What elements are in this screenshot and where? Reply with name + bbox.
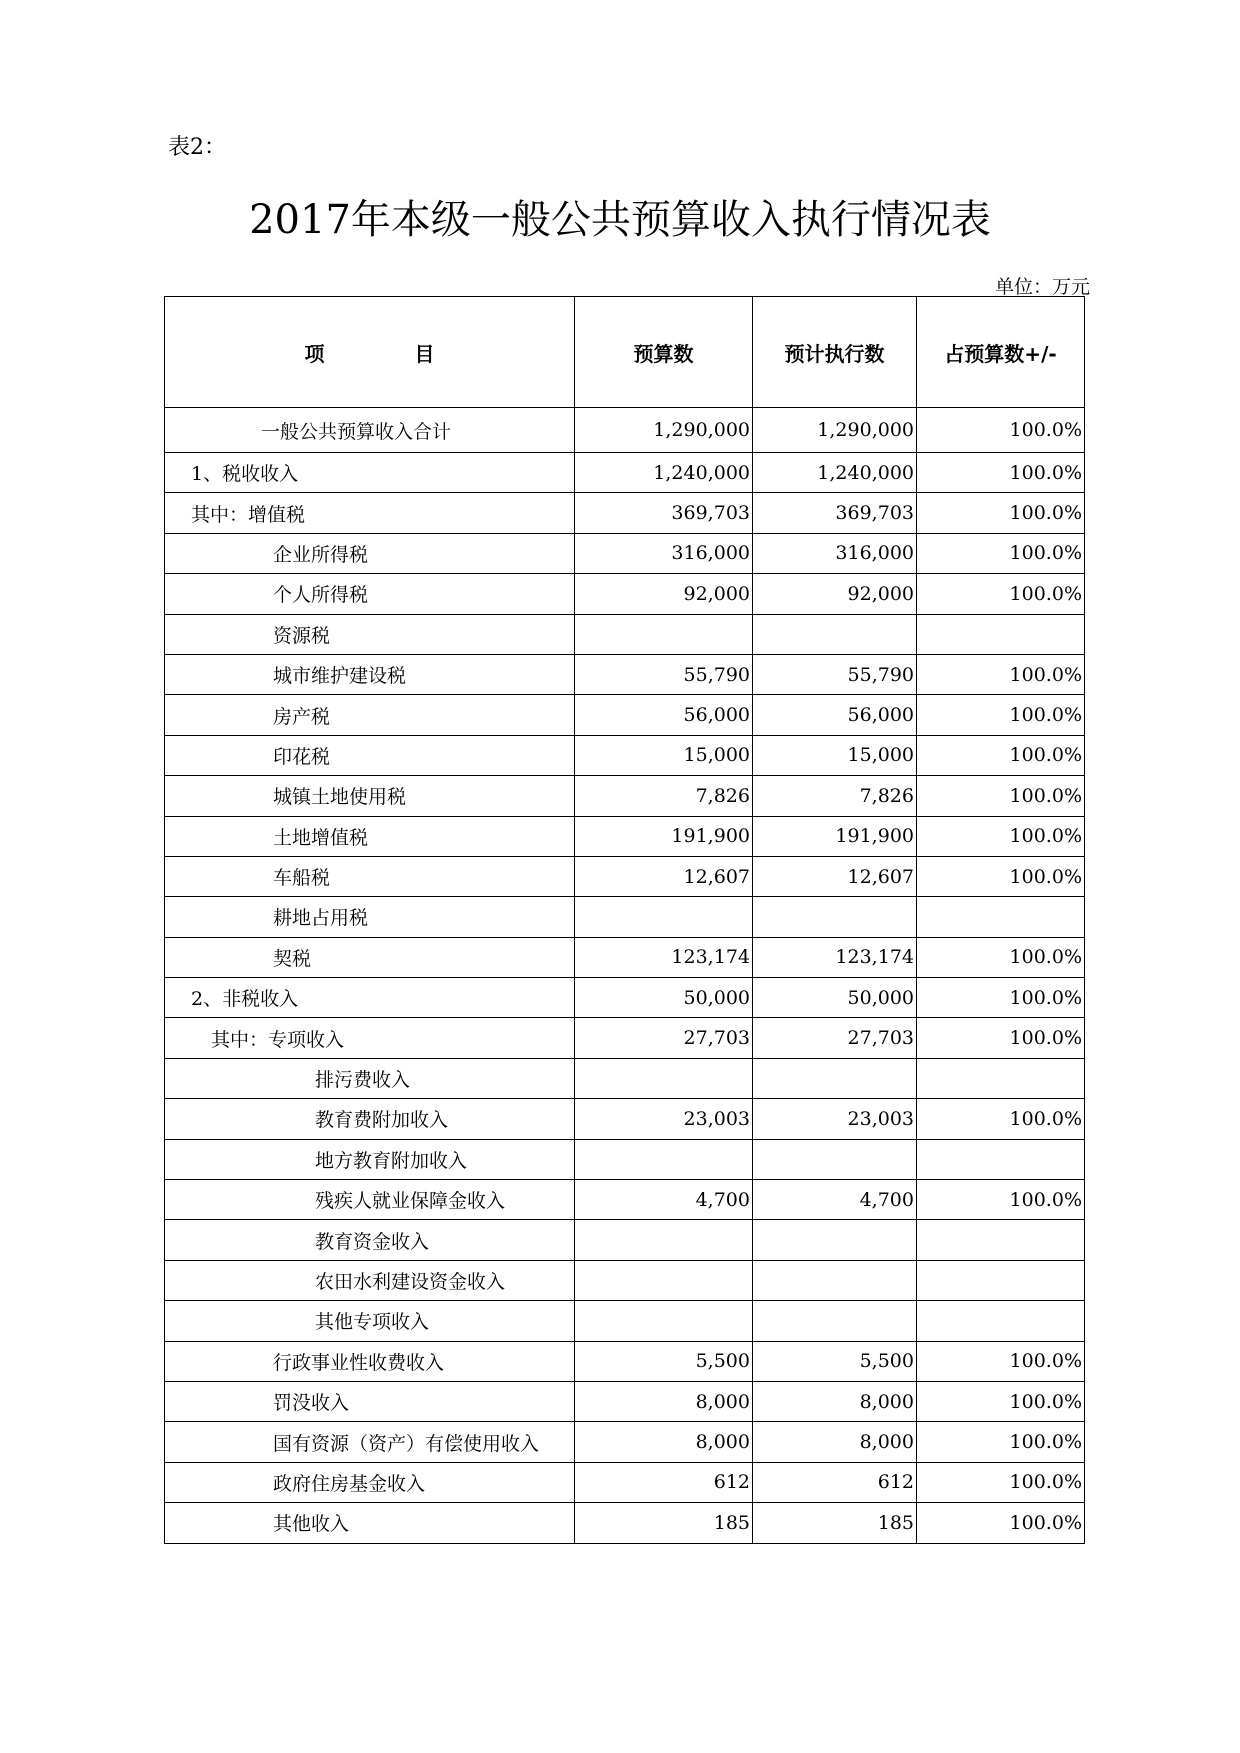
cell-name: 1、税收收入 <box>165 453 575 493</box>
cell-ratio: 100.0% <box>917 1462 1085 1502</box>
cell-name: 契税 <box>165 937 575 977</box>
cell-budget: 123,174 <box>575 937 753 977</box>
table-row <box>165 1220 1085 1260</box>
header-item-a: 项 <box>304 341 325 366</box>
cell-estimate: 56,000 <box>753 695 917 735</box>
table-row <box>165 1099 1085 1139</box>
cell-budget: 12,607 <box>575 856 753 896</box>
cell-ratio: 100.0% <box>917 856 1085 896</box>
table-row <box>165 1462 1085 1502</box>
cell-ratio: 100.0% <box>917 1381 1085 1421</box>
cell-estimate: 5,500 <box>753 1341 917 1381</box>
cell-budget <box>575 1058 753 1098</box>
cell-estimate: 185 <box>753 1503 917 1543</box>
cell-budget <box>575 1301 753 1341</box>
table-row <box>165 533 1085 573</box>
cell-estimate <box>753 1301 917 1341</box>
cell-budget <box>575 1220 753 1260</box>
header-ratio: 占预算数+/- <box>917 297 1085 408</box>
table-row <box>165 937 1085 977</box>
table-row <box>165 978 1085 1018</box>
cell-ratio: 100.0% <box>917 453 1085 493</box>
cell-name: 国有资源（资产）有偿使用收入 <box>165 1422 575 1462</box>
cell-name: 教育费附加收入 <box>165 1099 575 1139</box>
cell-estimate: 1,240,000 <box>753 453 917 493</box>
cell-estimate: 369,703 <box>753 493 917 533</box>
table-number-label: 表2： <box>168 135 226 160</box>
cell-estimate <box>753 1058 917 1098</box>
cell-name: 罚没收入 <box>165 1381 575 1421</box>
cell-name: 城镇土地使用税 <box>165 776 575 816</box>
table-row <box>165 695 1085 735</box>
cell-estimate: 7,826 <box>753 776 917 816</box>
table-header-row <box>165 297 1085 408</box>
cell-ratio: 100.0% <box>917 574 1085 614</box>
header-estimate: 预计执行数 <box>753 297 917 408</box>
cell-estimate: 316,000 <box>753 533 917 573</box>
cell-budget: 15,000 <box>575 735 753 775</box>
cell-estimate: 191,900 <box>753 816 917 856</box>
cell-budget <box>575 897 753 937</box>
unit-label: 单位：万元 <box>994 276 1090 298</box>
cell-name: 地方教育附加收入 <box>165 1139 575 1179</box>
cell-name: 印花税 <box>165 735 575 775</box>
table-row <box>165 574 1085 614</box>
cell-budget: 7,826 <box>575 776 753 816</box>
cell-ratio: 100.0% <box>917 1018 1085 1058</box>
cell-ratio: 100.0% <box>917 695 1085 735</box>
cell-budget: 5,500 <box>575 1341 753 1381</box>
cell-name: 资源税 <box>165 614 575 654</box>
cell-ratio: 100.0% <box>917 978 1085 1018</box>
cell-estimate <box>753 614 917 654</box>
cell-name: 残疾人就业保障金收入 <box>165 1180 575 1220</box>
cell-budget: 23,003 <box>575 1099 753 1139</box>
cell-budget: 56,000 <box>575 695 753 735</box>
cell-ratio: 100.0% <box>917 1180 1085 1220</box>
cell-name: 耕地占用税 <box>165 897 575 937</box>
cell-estimate <box>753 1139 917 1179</box>
cell-name: 行政事业性收费收入 <box>165 1341 575 1381</box>
cell-ratio: 100.0% <box>917 1503 1085 1543</box>
table-row <box>165 897 1085 937</box>
table-row <box>165 1341 1085 1381</box>
table-row <box>165 1058 1085 1098</box>
header-item <box>165 297 575 408</box>
cell-ratio: 100.0% <box>917 816 1085 856</box>
cell-name: 一般公共预算收入合计 <box>165 408 575 453</box>
cell-ratio <box>917 897 1085 937</box>
cell-ratio: 100.0% <box>917 1099 1085 1139</box>
cell-budget: 191,900 <box>575 816 753 856</box>
cell-ratio <box>917 1058 1085 1098</box>
cell-budget: 612 <box>575 1462 753 1502</box>
cell-name: 2、非税收入 <box>165 978 575 1018</box>
header-item-b: 目 <box>414 341 435 366</box>
table-row <box>165 1301 1085 1341</box>
budget-table <box>164 296 1085 1544</box>
cell-ratio: 100.0% <box>917 654 1085 694</box>
cell-ratio: 100.0% <box>917 533 1085 573</box>
cell-name: 农田水利建设资金收入 <box>165 1260 575 1300</box>
cell-ratio: 100.0% <box>917 1422 1085 1462</box>
cell-budget <box>575 1260 753 1300</box>
cell-estimate <box>753 1260 917 1300</box>
table-row <box>165 735 1085 775</box>
cell-name: 城市维护建设税 <box>165 654 575 694</box>
cell-estimate <box>753 897 917 937</box>
table-row <box>165 408 1085 453</box>
cell-name: 房产税 <box>165 695 575 735</box>
cell-name: 车船税 <box>165 856 575 896</box>
cell-budget: 55,790 <box>575 654 753 694</box>
cell-estimate: 92,000 <box>753 574 917 614</box>
table-row <box>165 1180 1085 1220</box>
cell-name: 其他专项收入 <box>165 1301 575 1341</box>
cell-estimate: 612 <box>753 1462 917 1502</box>
cell-name: 排污费收入 <box>165 1058 575 1098</box>
cell-budget <box>575 614 753 654</box>
cell-budget: 316,000 <box>575 533 753 573</box>
table-row <box>165 1422 1085 1462</box>
cell-ratio <box>917 1260 1085 1300</box>
cell-ratio <box>917 1301 1085 1341</box>
cell-ratio: 100.0% <box>917 493 1085 533</box>
cell-budget: 27,703 <box>575 1018 753 1058</box>
table-row <box>165 776 1085 816</box>
table-row <box>165 614 1085 654</box>
header-budget: 预算数 <box>575 297 753 408</box>
cell-estimate: 27,703 <box>753 1018 917 1058</box>
cell-name: 其中：专项收入 <box>165 1018 575 1058</box>
cell-estimate: 50,000 <box>753 978 917 1018</box>
table-row <box>165 1503 1085 1543</box>
cell-budget: 369,703 <box>575 493 753 533</box>
cell-estimate: 8,000 <box>753 1422 917 1462</box>
cell-ratio <box>917 614 1085 654</box>
cell-ratio <box>917 1220 1085 1260</box>
cell-budget: 8,000 <box>575 1422 753 1462</box>
cell-budget: 8,000 <box>575 1381 753 1421</box>
cell-budget: 92,000 <box>575 574 753 614</box>
cell-estimate: 12,607 <box>753 856 917 896</box>
table-row <box>165 1381 1085 1421</box>
cell-name: 政府住房基金收入 <box>165 1462 575 1502</box>
table-row <box>165 453 1085 493</box>
cell-budget: 4,700 <box>575 1180 753 1220</box>
cell-estimate: 8,000 <box>753 1381 917 1421</box>
table-row <box>165 1139 1085 1179</box>
cell-ratio: 100.0% <box>917 735 1085 775</box>
cell-estimate <box>753 1220 917 1260</box>
cell-name: 企业所得税 <box>165 533 575 573</box>
cell-budget <box>575 1139 753 1179</box>
table-row <box>165 654 1085 694</box>
cell-ratio: 100.0% <box>917 776 1085 816</box>
cell-ratio: 100.0% <box>917 408 1085 453</box>
table-row <box>165 816 1085 856</box>
cell-name: 土地增值税 <box>165 816 575 856</box>
cell-estimate: 15,000 <box>753 735 917 775</box>
cell-name: 教育资金收入 <box>165 1220 575 1260</box>
cell-name: 其他收入 <box>165 1503 575 1543</box>
table-row <box>165 1018 1085 1058</box>
cell-estimate: 123,174 <box>753 937 917 977</box>
page-title: 2017年本级一般公共预算收入执行情况表 <box>249 197 991 243</box>
cell-estimate: 1,290,000 <box>753 408 917 453</box>
cell-budget: 185 <box>575 1503 753 1543</box>
table-row <box>165 856 1085 896</box>
cell-name: 其中：增值税 <box>165 493 575 533</box>
table-row <box>165 1260 1085 1300</box>
cell-estimate: 4,700 <box>753 1180 917 1220</box>
cell-budget: 50,000 <box>575 978 753 1018</box>
cell-ratio: 100.0% <box>917 937 1085 977</box>
cell-budget: 1,290,000 <box>575 408 753 453</box>
cell-budget: 1,240,000 <box>575 453 753 493</box>
table-row <box>165 493 1085 533</box>
cell-name: 个人所得税 <box>165 574 575 614</box>
cell-estimate: 23,003 <box>753 1099 917 1139</box>
cell-estimate: 55,790 <box>753 654 917 694</box>
cell-ratio: 100.0% <box>917 1341 1085 1381</box>
cell-ratio <box>917 1139 1085 1179</box>
